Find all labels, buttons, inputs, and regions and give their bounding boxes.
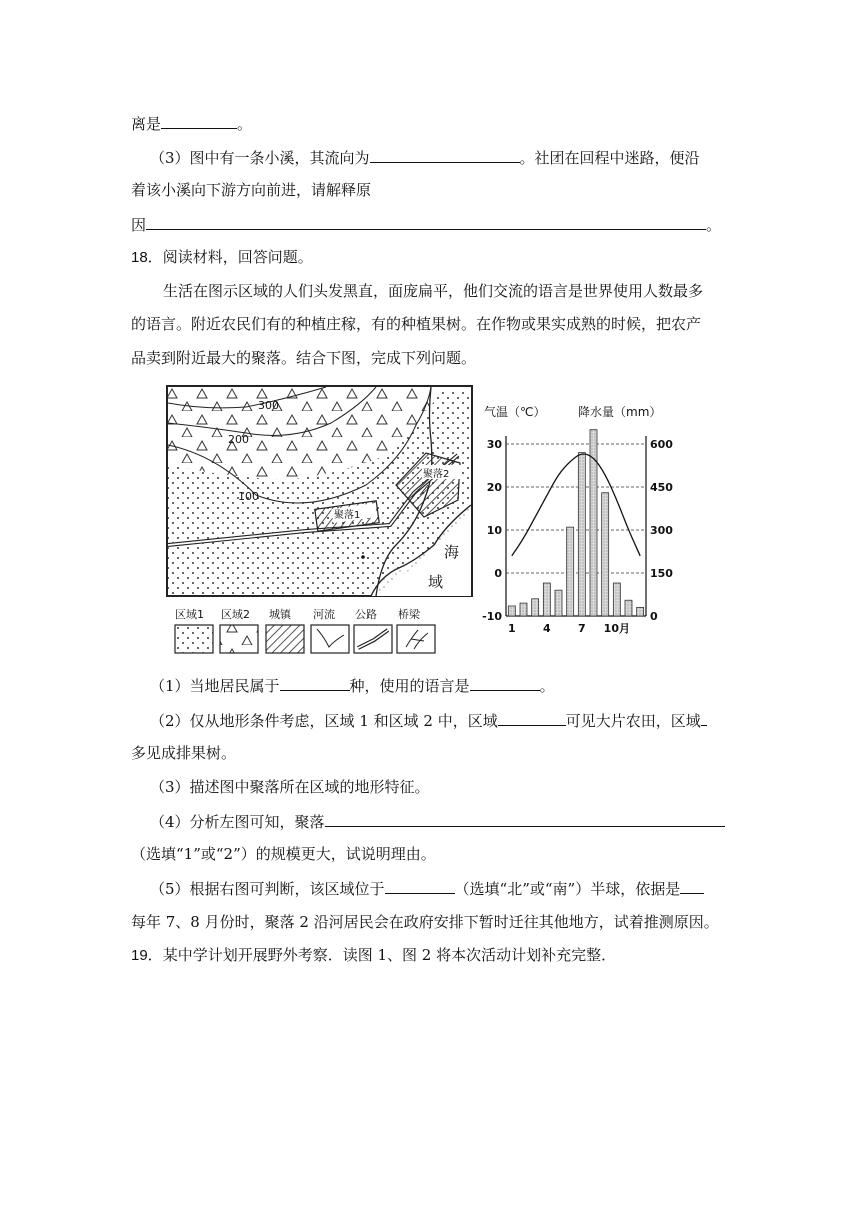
question-number: 18． <box>131 249 163 266</box>
answer-blank[interactable] <box>385 877 455 894</box>
right-tick-label: 450 <box>650 481 673 494</box>
question-18-heading <box>131 246 313 269</box>
sub-question-2 <box>150 709 707 732</box>
precip-bar <box>555 590 562 616</box>
sub-question-4-cont: （选填“1”或“2”）的规模更大，试说明理由。 <box>131 845 436 863</box>
x-tick-label: 4 <box>543 622 551 635</box>
sub-question-3 <box>150 146 700 169</box>
question-number: 19． <box>131 947 163 964</box>
sub-question-3-cont <box>131 179 371 201</box>
precip-bar <box>625 600 632 616</box>
terrain-map-figure <box>166 385 476 660</box>
contour-label: 200 <box>228 433 249 446</box>
right-tick-label: 0 <box>650 610 658 623</box>
question-title: 阅读材料，回答问题。 <box>162 248 313 266</box>
precip-bar <box>567 527 574 616</box>
climate-chart <box>480 400 673 640</box>
sub-question-5 <box>150 877 704 900</box>
terrain-map <box>166 385 476 660</box>
map-legend <box>175 607 421 621</box>
sub-question-1 <box>150 674 555 697</box>
settlement-1-label: 聚落1 <box>334 510 361 521</box>
text-fragment: 因 <box>131 216 147 234</box>
text-fragment: 。社团在回程中迷路，便沿 <box>519 149 700 167</box>
right-tick-label: 300 <box>650 524 673 537</box>
text-fragment: 。 <box>237 115 253 133</box>
contour-label: 300 <box>258 399 279 412</box>
right-axis-title: 降水量（mm） <box>578 405 662 419</box>
answer-blank[interactable] <box>146 213 706 230</box>
climate-chart-figure <box>480 400 673 640</box>
answer-blank[interactable] <box>325 810 725 827</box>
sub-question-5-cont: 每年 7、8 月份时，聚落 2 沿河居民会在政府安排下暂时迁往其他地方，试着推测原因。 <box>131 913 719 931</box>
text-fragment: （1）当地居民属于 <box>150 677 280 695</box>
legend-swatch-region1 <box>175 625 213 653</box>
text-fragment: 可见大片农田，区域 <box>565 712 701 730</box>
right-tick-label: 150 <box>650 567 673 580</box>
legend-swatch-bridge <box>397 625 435 653</box>
text-fragment: （3）图中有一条小溪，其流向为 <box>150 149 370 167</box>
question-19 <box>131 944 616 967</box>
text-fragment: 。 <box>706 216 722 234</box>
precip-bar <box>578 453 585 616</box>
precip-bar <box>637 607 644 616</box>
answer-blank[interactable] <box>680 877 704 894</box>
sea-label: 域 <box>428 573 444 591</box>
precip-bar <box>508 606 515 616</box>
left-tick-label: 10 <box>486 524 502 537</box>
legend-label: 区域2 <box>221 608 250 621</box>
precip-bar <box>590 430 597 616</box>
legend-label: 桥梁 <box>398 608 420 621</box>
left-tick-label: 30 <box>486 438 502 451</box>
answer-blank[interactable] <box>470 674 540 691</box>
contour-label: 100 <box>238 490 259 503</box>
right-tick-label: 600 <box>650 438 673 451</box>
legend-label: 公路 <box>355 608 377 621</box>
legend-swatch-town <box>266 625 304 653</box>
answer-blank[interactable] <box>370 146 520 163</box>
text-fragment: 。 <box>539 677 555 695</box>
text-fragment: （5）根据右图可判断，该区域位于 <box>150 880 385 898</box>
answer-blank[interactable] <box>161 112 237 129</box>
text-fragment: 种，使用的语言是 <box>349 677 470 695</box>
sub-question-3-reason <box>131 213 721 236</box>
text-fragment: （4）分析左图可知，聚落 <box>150 813 325 831</box>
legend-label: 区域1 <box>175 608 204 621</box>
material-paragraph-3: 品卖到附近最大的聚落。结合下图，完成下列问题。 <box>131 349 477 367</box>
legend-label: 城镇 <box>269 608 291 621</box>
left-tick-label: -10 <box>482 610 502 623</box>
settlement-2-label: 聚落2 <box>423 469 450 480</box>
precip-bar <box>520 603 527 616</box>
material-paragraph-1: 生活在图示区域的人们头发黑直，面庞扁平，他们交流的语言是世界使用人数最多 <box>163 282 704 300</box>
legend-label: 河流 <box>313 608 335 621</box>
left-tick-label: 0 <box>494 567 502 580</box>
precip-bar <box>602 493 609 616</box>
sub-question-3-terrain: （3）描述图中聚落所在区域的地形特征。 <box>150 778 430 796</box>
legend-swatch-river <box>311 625 349 653</box>
sea-label: 海 <box>444 543 460 561</box>
x-tick-label: 1 <box>508 622 516 635</box>
temperature-line <box>512 454 640 556</box>
material-paragraph-2: 的语言。附近农民们有的种植庄稼，有的种植果树。在作物或果实成熟的时候，把农产 <box>131 315 702 333</box>
text-fragment: 离是 <box>131 115 162 133</box>
answer-blank[interactable] <box>701 709 707 726</box>
answer-blank[interactable] <box>498 709 566 726</box>
x-tick-label: 10月 <box>603 622 630 635</box>
text-fragment: 着该小溪向下游方向前进，请解释原 <box>131 181 372 199</box>
legend-swatch-region2 <box>220 625 258 653</box>
precip-bar <box>543 583 550 616</box>
sub-question-2-cont: 多见成排果树。 <box>131 744 237 762</box>
left-tick-label: 20 <box>486 481 502 494</box>
text-fragment: （2）仅从地形条件考虑，区域 1 和区域 2 中，区域 <box>150 712 498 730</box>
answer-blank[interactable] <box>280 674 350 691</box>
x-tick-label: 7 <box>578 622 586 635</box>
precip-bar <box>532 599 539 616</box>
precip-bar <box>613 583 620 616</box>
prev-answer-line <box>131 112 252 135</box>
question-title: 某中学计划开展野外考察．读图 1、图 2 将本次活动计划补充完整． <box>162 946 617 964</box>
left-axis-title: 气温（℃） <box>484 405 546 419</box>
text-fragment: （选填“北”或“南”）半球，依据是 <box>454 880 681 898</box>
sub-question-4 <box>150 810 725 833</box>
